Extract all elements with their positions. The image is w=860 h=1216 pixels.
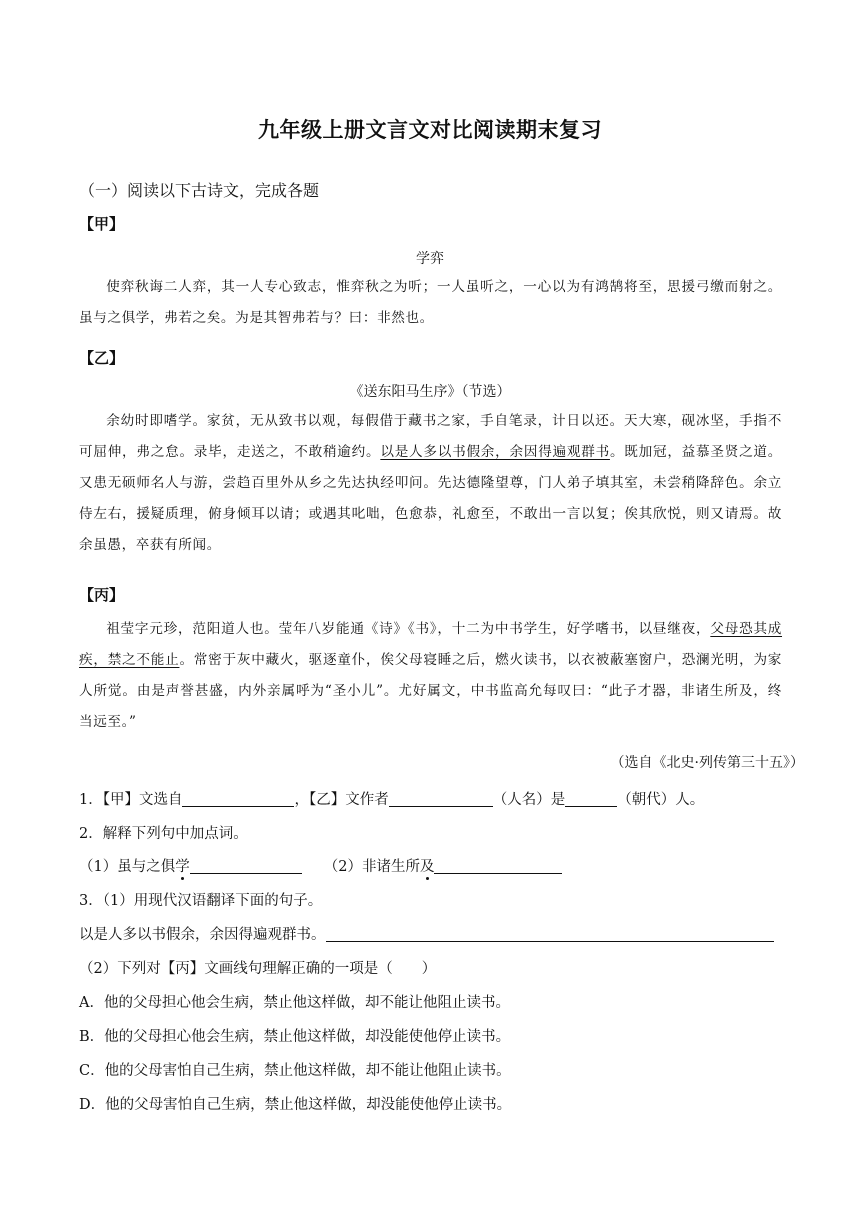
q2-item2-text: （2）非诸生所 — [323, 859, 420, 875]
bing-underlined-sentence: 父母恐其成疾，禁之不能止 — [79, 621, 783, 668]
question-3-sub2: （2）下列对【丙】文画线句理解正确的一项是（ ） — [79, 961, 437, 977]
q1-text-3: （人名）是 — [492, 792, 566, 808]
q1-blank-author[interactable] — [389, 790, 493, 807]
page-title: 九年级上册文言文对比阅读期末复习 — [258, 118, 602, 142]
q2-item1-text: （1）虽与之俱 — [79, 859, 176, 875]
yi-label: 【乙】 — [79, 349, 125, 367]
q3-translation-blank[interactable] — [326, 925, 774, 942]
q1-blank-dynasty[interactable] — [565, 790, 617, 807]
q1-number: 1． — [79, 792, 103, 808]
question-1 — [79, 788, 704, 809]
yi-text-after: 。既加冠，益慕圣贤之道。又患无硕师名人与游，尝趋百里外从乡之先达执经叩问。先达德隆望尊，门人弟子填其室，未尝稍降辞色。余立侍左右，援疑质理，俯身倾耳以请；或遇其叱咄，色愈恭，礼愈至，不敢出一言以复；俟其欣悦，则又请焉。故余虽愚，卒获有所闻。 — [79, 444, 782, 553]
bing-source: （选自《北史·列传第三十五》） — [610, 755, 804, 771]
question-2-items — [79, 855, 562, 876]
q2-item2-blank[interactable] — [434, 857, 562, 874]
part1-heading: （一）阅读以下古诗文，完成各题 — [79, 181, 320, 200]
jia-passage: 使弈秋诲二人弈，其一人专心致志，惟弈秋之为听；一人虽听之，一心以为有鸿鹄将至，思援弓缴而射之。虽与之俱学，弗若之矣。为是其智弗若与？曰：非然也。 — [79, 279, 782, 326]
option-d[interactable]: D．他的父母害怕自己生病，禁止他这样做，却没能使他停止读书。 — [79, 1097, 512, 1113]
bing-text-before: 祖莹字元珍，范阳道人也。莹年八岁能通《诗》《书》，十二为中书学生，好学嗜书，以昼继夜， — [106, 621, 711, 637]
q2-item2-dotted-word: 及 — [419, 859, 435, 875]
q1-text-4: （朝代）人。 — [617, 792, 705, 808]
q3-sentence: 以是人多以书假余，余因得遍观群书。 — [79, 927, 326, 943]
q2-item1-blank[interactable] — [190, 857, 302, 874]
q1-text-2: ，【乙】文作者 — [294, 792, 389, 808]
q1-text-1: 【甲】文选自 — [102, 792, 183, 808]
jia-title: 学弈 — [416, 251, 444, 267]
bing-text-after: 。常密于灰中藏火，驱逐童仆，俟父母寝睡之后，燃火读书，以衣被蔽塞窗户，恐澜光明，为家人所觉。由是声誉甚盛，内外亲属呼为“圣小儿”。尤好属文，中书监高允每叹曰：“此子才器，非诸生所及，终当远至。” — [79, 652, 782, 730]
yi-passage — [79, 406, 782, 561]
option-b[interactable]: B．他的父母担心他会生病，禁止他这样做，却没能使他停止读书。 — [79, 1029, 511, 1045]
jia-label: 【甲】 — [79, 215, 125, 233]
bing-label: 【丙】 — [79, 586, 125, 604]
yi-text-before: 余幼时即嗜学。家贫，无从致书以观，每假借于藏书之家，手自笔录，计日以还。天大寒，砚冰坚，手指不可屈伸，弗之怠。录毕，走送之，不敢稍逾约。 — [79, 413, 782, 460]
bing-passage — [79, 614, 782, 738]
q2-item1-dotted-word: 学 — [175, 859, 190, 875]
question-3-stem: 3．（1）用现代汉语翻译下面的句子。 — [79, 893, 323, 909]
q1-blank-source[interactable] — [182, 790, 294, 807]
option-c[interactable]: C．他的父母害怕自己生病，禁止他这样做，却不能让他阻止读书。 — [79, 1063, 511, 1079]
option-a[interactable]: A．他的父母担心他会生病，禁止他这样做，却不能让他阻止读书。 — [79, 995, 510, 1011]
yi-underlined-sentence: 以是人多以书假余，余因得遍观群书 — [380, 444, 610, 460]
question-2-stem: 2．解释下列句中加点词。 — [79, 826, 248, 842]
yi-title: 《送东阳马生序》（节选） — [349, 384, 511, 400]
question-3-sentence-line — [79, 923, 774, 944]
